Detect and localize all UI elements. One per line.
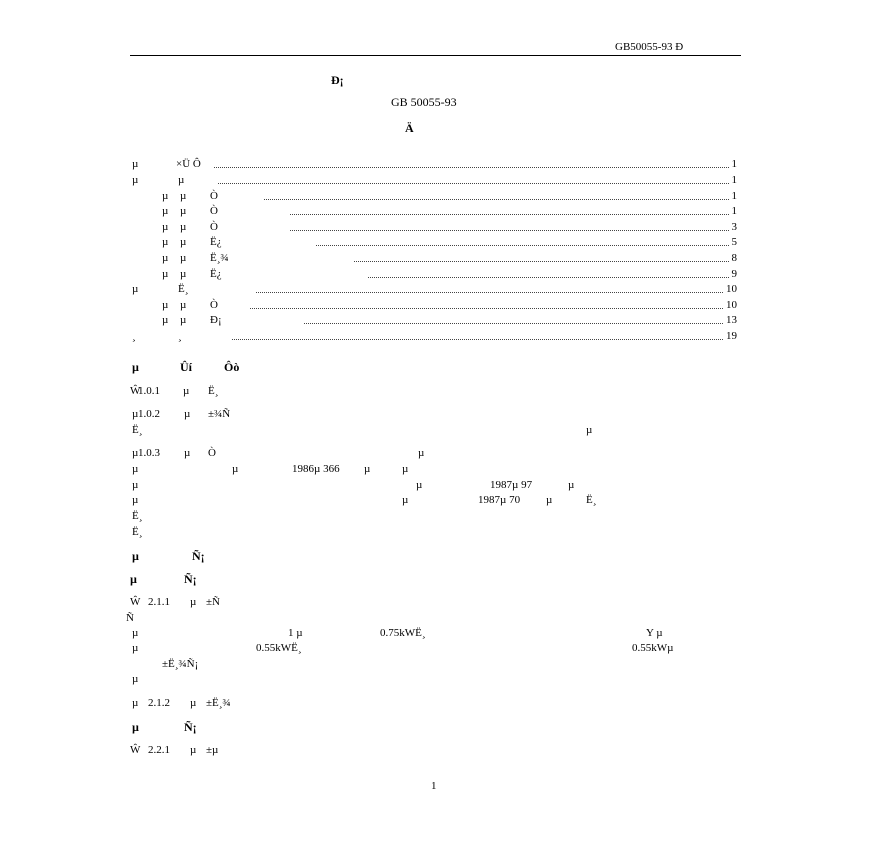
toc-dot-leader bbox=[264, 199, 729, 200]
section-number: µ bbox=[130, 572, 137, 586]
clause-text: 1986µ 366 bbox=[292, 463, 340, 475]
toc-entry-section: µ bbox=[180, 205, 187, 217]
toc-entry-number: µ bbox=[132, 283, 139, 295]
clause-text: Y µ bbox=[646, 627, 663, 639]
toc-entry-section: µ bbox=[180, 252, 187, 264]
clause-1-0-2-line-2 bbox=[132, 424, 593, 436]
clause-mark: µ bbox=[184, 408, 191, 420]
section-title: Ñ¡ bbox=[184, 572, 197, 586]
toc-entry-page: 1 bbox=[731, 174, 737, 186]
clause-text: ±µ bbox=[206, 744, 219, 756]
toc-entry-number: µ bbox=[162, 190, 169, 202]
clause-number: 2.2.1 bbox=[148, 744, 170, 756]
clause-marker: Ŵ bbox=[130, 744, 141, 756]
clause-marker: µ bbox=[132, 447, 139, 459]
toc-entry-title: Ò bbox=[210, 299, 218, 311]
clause-mark: µ bbox=[190, 697, 197, 709]
toc-entry[interactable] bbox=[132, 236, 737, 250]
toc-entry-page: 1 bbox=[731, 158, 737, 170]
clause-text: ±Ë¸¾ bbox=[206, 697, 231, 709]
clause-text: Ò bbox=[208, 447, 216, 459]
toc-entry-title: Ë¿ bbox=[210, 236, 222, 248]
clause-2-1-1-line-2: Ñ bbox=[126, 612, 134, 624]
clause-text: 1 µ bbox=[288, 627, 303, 639]
chapter-title-part: Ôò bbox=[224, 360, 240, 374]
chapter-title-part: Ûí bbox=[180, 360, 192, 374]
toc-dot-leader bbox=[304, 323, 723, 324]
clause-2-1-1-line-4 bbox=[132, 642, 702, 654]
section-2-2-heading bbox=[132, 720, 197, 735]
toc-entry-number: µ bbox=[162, 299, 169, 311]
toc-entry-page: 3 bbox=[731, 221, 737, 233]
clause-1-0-3-line-5: Ë¸ bbox=[132, 510, 143, 522]
toc-entry-title: Ò bbox=[210, 205, 218, 217]
clause-text: µ bbox=[402, 494, 409, 506]
clause-mark: µ bbox=[190, 744, 197, 756]
toc-entry-number: µ bbox=[162, 236, 169, 248]
toc-entry[interactable] bbox=[132, 283, 737, 297]
clause-text: µ bbox=[132, 463, 139, 475]
toc-entry-title: Ë¿ bbox=[210, 268, 222, 280]
clause-2-1-1-line-3 bbox=[132, 627, 692, 639]
document-title: Ð¡ bbox=[331, 73, 344, 87]
clause-text: Ë¸ bbox=[132, 424, 143, 436]
toc-entry-page: 10 bbox=[726, 299, 737, 311]
clause-text: Ë¸ bbox=[586, 494, 597, 506]
clause-mark: µ bbox=[190, 596, 197, 608]
section-number: µ bbox=[132, 720, 139, 734]
toc-entry[interactable] bbox=[132, 221, 737, 235]
toc-entry-title: Ò bbox=[210, 190, 218, 202]
clause-text: µ bbox=[568, 479, 575, 491]
toc-entry-number: ¸ bbox=[132, 330, 136, 342]
clause-1-0-3-line-3 bbox=[132, 479, 612, 491]
toc-entry-title: Ð¡ bbox=[210, 314, 222, 326]
chapter-number: µ bbox=[132, 360, 139, 374]
clause-text: µ bbox=[418, 447, 425, 459]
clause-text: µ bbox=[546, 494, 553, 506]
clause-marker: µ bbox=[132, 697, 139, 709]
toc-entry[interactable] bbox=[132, 268, 737, 282]
clause-1-0-3-line-4 bbox=[132, 494, 612, 506]
toc-dot-leader bbox=[214, 167, 729, 168]
toc-entry[interactable] bbox=[132, 314, 737, 328]
clause-text: µ bbox=[416, 479, 423, 491]
clause-text: ±Ñ bbox=[206, 596, 220, 608]
toc-entry-number: µ bbox=[132, 174, 139, 186]
clause-number: 1.0.1 bbox=[138, 385, 160, 397]
toc-dot-leader bbox=[290, 214, 729, 215]
chapter-2-heading bbox=[132, 549, 205, 564]
clause-2-1-1 bbox=[130, 596, 220, 608]
toc-dot-leader bbox=[256, 292, 723, 293]
toc-entry-section: µ bbox=[180, 314, 187, 326]
toc-entry-number: µ bbox=[162, 205, 169, 217]
clause-text: µ bbox=[132, 479, 139, 491]
toc-entry[interactable] bbox=[132, 252, 737, 266]
clause-marker: Ŵ bbox=[130, 596, 141, 608]
clause-text: µ bbox=[132, 494, 139, 506]
toc-entry[interactable] bbox=[132, 299, 737, 313]
clause-number: 2.1.1 bbox=[148, 596, 170, 608]
toc-entry-number: µ bbox=[132, 158, 139, 170]
toc-entry-title: ¸ bbox=[178, 330, 182, 342]
clause-2-1-1-line-5: ±Ë¸¾Ñ¡ bbox=[162, 658, 199, 670]
toc-dot-leader bbox=[218, 183, 729, 184]
clause-text: 0.75kWË¸ bbox=[380, 627, 426, 639]
toc-entry-number: µ bbox=[162, 314, 169, 326]
toc-entry-page: 1 bbox=[731, 190, 737, 202]
toc-dot-leader bbox=[232, 339, 723, 340]
toc-dot-leader bbox=[290, 230, 729, 231]
clause-text: 0.55kWµ bbox=[632, 642, 674, 654]
clause-marker: µ bbox=[132, 408, 139, 420]
toc-entry-page: 9 bbox=[731, 268, 737, 280]
toc-entry-section: µ bbox=[180, 236, 187, 248]
clause-1-0-3 bbox=[132, 447, 425, 459]
toc-entry-number: µ bbox=[162, 268, 169, 280]
clause-1-0-3-line-2 bbox=[132, 463, 612, 475]
toc-entry-page: 8 bbox=[731, 252, 737, 264]
toc-entry-section: µ bbox=[180, 221, 187, 233]
toc-entry-number: µ bbox=[162, 221, 169, 233]
clause-text: 1987µ 70 bbox=[478, 494, 521, 506]
toc-entry-section: µ bbox=[180, 299, 187, 311]
section-title: Ñ¡ bbox=[184, 720, 197, 734]
clause-text: µ bbox=[132, 627, 139, 639]
chapter-1-heading bbox=[132, 360, 240, 375]
toc-entry-title: Ò bbox=[210, 221, 218, 233]
toc-dot-leader bbox=[354, 261, 729, 262]
chapter-title-part: Ñ¡ bbox=[192, 549, 205, 563]
toc-entry-page: 1 bbox=[731, 205, 737, 217]
clause-text: 0.55kWË¸ bbox=[256, 642, 302, 654]
clause-number: 1.0.2 bbox=[138, 408, 160, 420]
clause-number: 2.1.2 bbox=[148, 697, 170, 709]
toc-entry-section: µ bbox=[180, 268, 187, 280]
toc-entry-title: Ë¸ bbox=[178, 283, 189, 295]
clause-text: µ bbox=[402, 463, 409, 475]
toc-entry-section: µ bbox=[180, 190, 187, 202]
toc-entry-title: ×Ü Ô bbox=[176, 158, 201, 170]
clause-1-0-1 bbox=[130, 385, 219, 397]
toc-entry-page: 19 bbox=[726, 330, 737, 342]
toc-dot-leader bbox=[250, 308, 723, 309]
clause-text: µ bbox=[364, 463, 371, 475]
clause-text: ±¾Ñ bbox=[208, 408, 231, 420]
clause-1-0-3-line-6: Ë¸ bbox=[132, 526, 143, 538]
clause-mark: µ bbox=[183, 385, 190, 397]
clause-2-1-1-line-6: µ bbox=[132, 673, 139, 685]
toc-entry-page: 10 bbox=[726, 283, 737, 295]
toc-dot-leader bbox=[316, 245, 729, 246]
toc-entry-page: 13 bbox=[726, 314, 737, 326]
clause-2-2-1 bbox=[130, 744, 219, 756]
toc-entry-number: µ bbox=[162, 252, 169, 264]
clause-text: 1987µ 97 bbox=[490, 479, 533, 491]
standard-number: GB 50055-93 bbox=[391, 95, 457, 109]
clause-text: µ bbox=[132, 642, 139, 654]
clause-text: µ bbox=[586, 424, 593, 436]
clause-1-0-2 bbox=[132, 408, 231, 420]
clause-mark: µ bbox=[184, 447, 191, 459]
toc-heading: Ä bbox=[405, 121, 414, 135]
toc-entry-title: µ bbox=[178, 174, 185, 186]
clause-number: 1.0.3 bbox=[138, 447, 160, 459]
header-code: GB50055-93 Ð bbox=[615, 41, 684, 53]
toc-entry[interactable] bbox=[132, 330, 737, 344]
toc-dot-leader bbox=[368, 277, 729, 278]
chapter-number: µ bbox=[132, 549, 139, 563]
clause-text: Ë¸ bbox=[208, 385, 219, 397]
page-number: 1 bbox=[431, 780, 437, 792]
toc-entry[interactable] bbox=[132, 190, 737, 204]
toc-entry[interactable] bbox=[132, 205, 737, 219]
toc-entry-title: Ë¸¾ bbox=[210, 252, 229, 264]
clause-text: µ bbox=[232, 463, 239, 475]
section-2-1-heading bbox=[130, 572, 197, 587]
clause-2-1-2 bbox=[132, 697, 231, 709]
toc-entry[interactable] bbox=[132, 158, 737, 172]
toc-entry[interactable] bbox=[132, 174, 737, 188]
toc-entry-page: 5 bbox=[731, 236, 737, 248]
header-rule bbox=[130, 55, 741, 56]
clause-marker: Ŵ bbox=[130, 385, 141, 397]
